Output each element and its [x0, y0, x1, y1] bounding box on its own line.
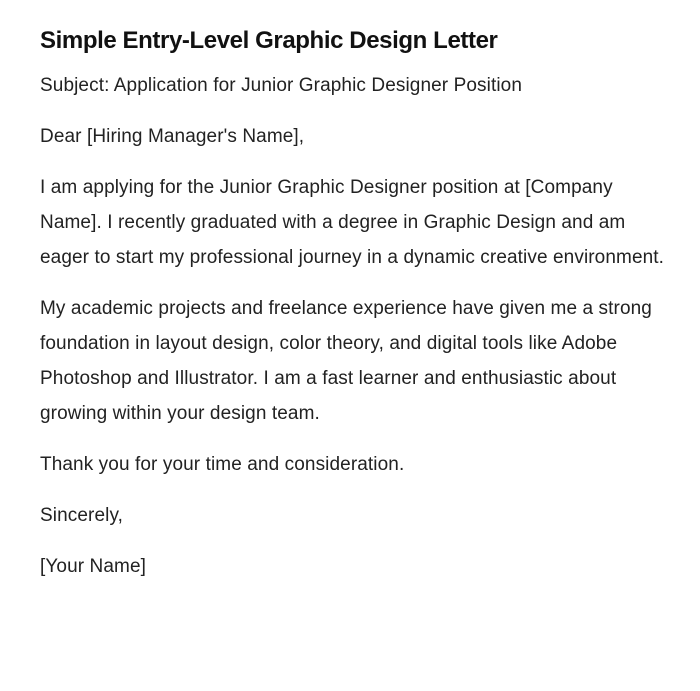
- letter-title: Simple Entry-Level Graphic Design Letter: [40, 27, 498, 54]
- letter-paragraph-experience: My academic projects and freelance experience have given me a strong foundation in layout design, color theory, and digital tools like Adobe Photoshop and Illustrator. I am a fast learner and enthusiastic about growing within your design team.: [40, 298, 652, 424]
- letter-subject: Subject: Application for Junior Graphic Designer Position: [40, 75, 523, 96]
- letter-paragraph-intro: I am applying for the Junior Graphic Designer position at [Company Name]. I recently graduated with a degree in Graphic Design and am eager to start my professional journey in a dynamic creative environment.: [40, 177, 665, 268]
- letter-salutation: Dear [Hiring Manager's Name],: [40, 126, 305, 147]
- letter-signature: [Your Name]: [40, 556, 147, 577]
- letter-thanks: Thank you for your time and consideration.: [40, 454, 405, 475]
- letter-document: [40, 24, 665, 584]
- letter-closing: Sincerely,: [40, 505, 124, 526]
